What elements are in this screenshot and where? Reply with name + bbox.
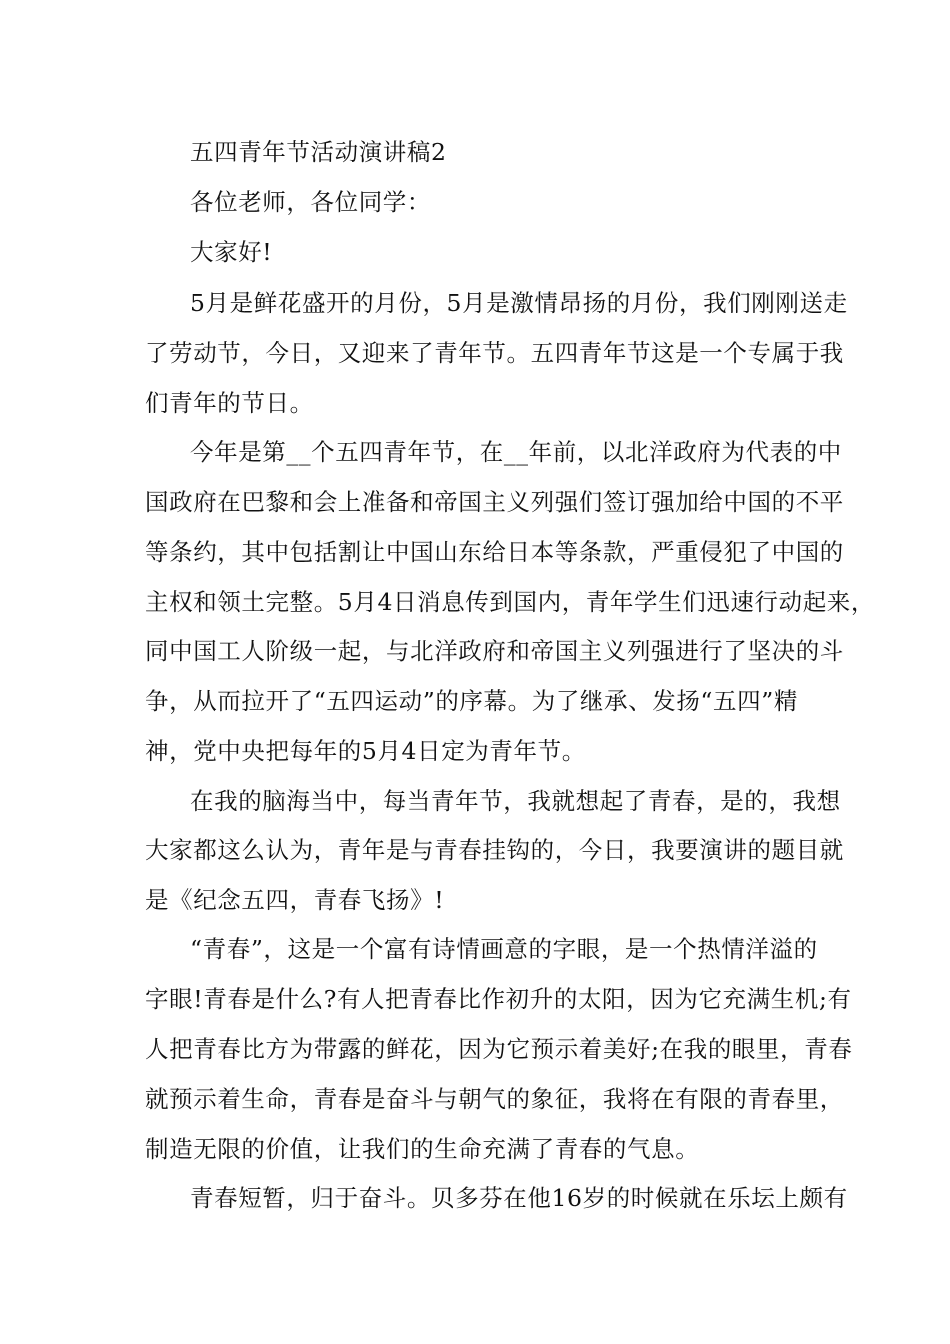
paragraph-4-line-1: “青春”，这是一个富有诗情画意的字眼，是一个热情洋溢的	[190, 935, 818, 963]
paragraph-4-line-2: 字眼!青春是什么?有人把青春比作初升的太阳，因为它充满生机;有	[145, 985, 852, 1013]
paragraph-1-line-1: 5月是鲜花盛开的月份，5月是激情昂扬的月份，我们刚刚送走	[190, 289, 848, 317]
paragraph-4-line-4: 就预示着生命，青春是奋斗与朝气的象征，我将在有限的青春里，	[145, 1085, 844, 1113]
paragraph-3-line-2: 大家都这么认为，青年是与青春挂钩的，今日，我要演讲的题目就	[145, 836, 844, 864]
paragraph-2-line-7: 神，党中央把每年的5月4日定为青年节。	[145, 737, 586, 765]
paragraph-3-line-1: 在我的脑海当中，每当青年节，我就想起了青春，是的，我想	[190, 787, 841, 815]
document-title: 五四青年节活动演讲稿2	[190, 138, 447, 166]
paragraph-3-line-3: 是《纪念五四，青春飞扬》!	[145, 886, 445, 914]
paragraph-2-line-4: 主权和领土完整。5月4日消息传到国内，青年学生们迅速行动起来，	[145, 588, 876, 616]
hello-line: 大家好!	[190, 238, 273, 266]
paragraph-4-line-5: 制造无限的价值，让我们的生命充满了青春的气息。	[145, 1135, 700, 1163]
paragraph-2-line-2: 国政府在巴黎和会上准备和帝国主义列强们签订强加给中国的不平	[145, 488, 844, 516]
paragraph-2-line-5: 同中国工人阶级一起，与北洋政府和帝国主义列强进行了坚决的斗	[145, 637, 844, 665]
paragraph-5-line-1: 青春短暂，归于奋斗。贝多芬在他16岁的时候就在乐坛上颇有	[190, 1184, 848, 1212]
paragraph-1-line-3: 们青年的节日。	[145, 389, 314, 417]
paragraph-2-line-3: 等条约，其中包括割让中国山东给日本等条款，严重侵犯了中国的	[145, 538, 844, 566]
paragraph-1-line-2: 了劳动节，今日，又迎来了青年节。五四青年节这是一个专属于我	[145, 339, 844, 367]
greeting-line: 各位老师，各位同学：	[190, 188, 431, 216]
paragraph-2-line-6: 争，从而拉开了“五四运动”的序幕。为了继承、发扬“五四”精	[145, 687, 798, 715]
paragraph-2-line-1: 今年是第__个五四青年节，在__年前，以北洋政府为代表的中	[190, 438, 842, 466]
paragraph-4-line-3: 人把青春比方为带露的鲜花，因为它预示着美好;在我的眼里，青春	[145, 1035, 853, 1063]
